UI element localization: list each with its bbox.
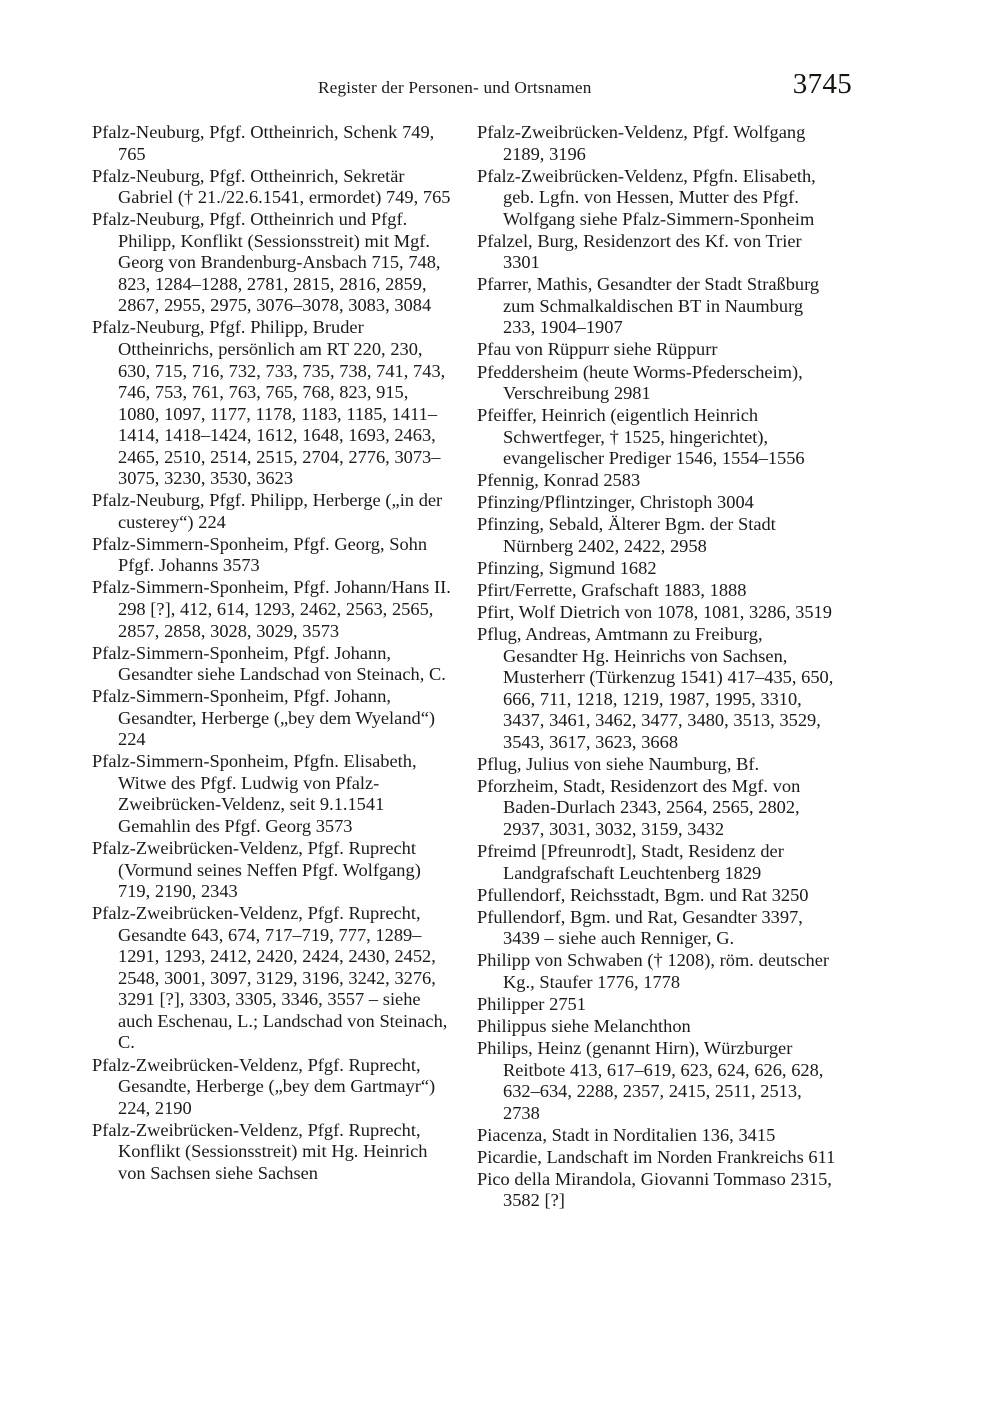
index-entry: Pfinzing/Pflintzinger, Christoph 3004 [477, 492, 754, 513]
index-entry: Pfarrer, Mathis, Gesandter der Stadt Straßburg zum Schmalkaldischen BT in Naumburg 233, 1904–1907 [477, 274, 820, 338]
index-entry: Pfau von Rüppurr siehe Rüppurr [477, 339, 718, 360]
index-entry: Pfalz-Zweibrücken-Veldenz, Pfgfn. Elisabeth, geb. Lgfn. von Hessen, Mutter des Pfgf. Wolfgang siehe Pfalz-Simmern-Sponheim [477, 165, 816, 229]
index-entry: Pfalz-Zweibrücken-Veldenz, Pfgf. Ruprecht, Gesandte, Herberge („bey dem Gartmayr“) 224, 2190 [92, 1054, 436, 1118]
index-entry: Pfeddersheim (heute Worms-Pfederscheim), Verschreibung 2981 [477, 361, 803, 404]
index-entry: Philips, Heinz (genannt Hirn), Würzburger Reitbote 413, 617–619, 623, 624, 626, 628, 632–634, 2288, 2357, 2415, 2511, 2513, 2738 [477, 1037, 824, 1123]
index-entry: Pfinzing, Sigmund 1682 [477, 557, 657, 578]
page-number: 3745 [792, 68, 852, 100]
index-entry: Pfalz-Zweibrücken-Veldenz, Pfgf. Ruprecht (Vormund seines Neffen Pfgf. Wolfgang) 719, 2190, 2343 [92, 838, 421, 902]
index-entry: Pfullendorf, Bgm. und Rat, Gesandter 3397, 3439 – siehe auch Renniger, G. [477, 906, 803, 949]
index-entry: Philippus siehe Melanchthon [477, 1015, 691, 1036]
index-entry: Pfalz-Neuburg, Pfgf. Ottheinrich, Schenk 749, 765 [92, 122, 435, 164]
index-entry: Pfalzel, Burg, Residenzort des Kf. von Trier 3301 [477, 230, 802, 273]
index-entry: Pfullendorf, Reichsstadt, Bgm. und Rat 3250 [477, 884, 809, 905]
index-entry: Pfalz-Simmern-Sponheim, Pfgf. Georg, Sohn Pfgf. Johanns 3573 [92, 533, 428, 576]
running-head [0, 68, 1004, 108]
index-entry: Piacenza, Stadt in Norditalien 136, 3415 [477, 1124, 776, 1145]
index-entry: Picardie, Landschaft im Norden Frankreichs 611 [477, 1146, 836, 1167]
index-entry: Pforzheim, Stadt, Residenzort des Mgf. von Baden-Durlach 2343, 2564, 2565, 2802, 2937, 3031, 3032, 3159, 3432 [477, 775, 801, 839]
index-entry: Pfirt, Wolf Dietrich von 1078, 1081, 3286, 3519 [477, 602, 832, 623]
index-entry: Pfalz-Simmern-Sponheim, Pfgf. Johann, Gesandter, Herberge („bey dem Wyeland“) 224 [92, 686, 436, 750]
index-entry: Pfalz-Zweibrücken-Veldenz, Pfgf. Wolfgang 2189, 3196 [477, 122, 806, 164]
index-entry: Pfalz-Zweibrücken-Veldenz, Pfgf. Ruprecht, Konflikt (Sessionsstreit) mit Hg. Heinrich von Sachsen siehe Sachsen [92, 1119, 428, 1183]
index-column-left [92, 122, 454, 1185]
index-entry: Pfinzing, Sebald, Älterer Bgm. der Stadt Nürnberg 2402, 2422, 2958 [477, 514, 776, 556]
index-entry: Pfalz-Simmern-Sponheim, Pfgf. Johann, Gesandter siehe Landschad von Steinach, C. [92, 642, 446, 685]
index-entry: Pfalz-Neuburg, Pfgf. Ottheinrich und Pfgf. Philipp, Konflikt (Sessionsstreit) mit Mgf. Georg von Brandenburg-Ansbach 715, 748, 823, 1284–1288, 2781, 2815, 2816, 2859, 2867, 2955, 2975, 3076–3078, 3083, 3084 [92, 209, 441, 316]
index-entry: Pfeiffer, Heinrich (eigentlich Heinrich Schwertfeger, † 1525, hingerichtet), evangelischer Prediger 1546, 1554–1556 [477, 405, 805, 469]
index-entry: Philipp von Schwaben († 1208), röm. deutscher Kg., Staufer 1776, 1778 [477, 950, 830, 992]
index-entry: Philipper 2751 [477, 993, 586, 1014]
index-entry: Pfalz-Simmern-Sponheim, Pfgf. Johann/Hans II. 298 [?], 412, 614, 1293, 2462, 2563, 2565, 2857, 2858, 3028, 3029, 3573 [92, 577, 451, 641]
index-entry: Pfirt/Ferrette, Grafschaft 1883, 1888 [477, 579, 747, 600]
index-entry: Pico della Mirandola, Giovanni Tommaso 2315, 3582 [?] [477, 1168, 832, 1211]
index-entry: Pfreimd [Pfreunrodt], Stadt, Residenz der Landgrafschaft Leuchtenberg 1829 [477, 841, 784, 883]
index-entry: Pfalz-Neuburg, Pfgf. Ottheinrich, Sekretär Gabriel († 21./22.6.1541, ermordet) 749, 765 [92, 165, 451, 208]
index-entry: Pflug, Andreas, Amtmann zu Freiburg, Gesandter Hg. Heinrichs von Sachsen, Musterherr (Türkenzug 1541) 417–435, 650, 666, 711, 1218, 1219, 1987, 1995, 3310, 3437, 3461, 3462, 3477, 3480, 3513, 3529, 3543, 3617, 3623, 3668 [477, 624, 834, 752]
index-entry: Pfalz-Neuburg, Pfgf. Philipp, Bruder Ottheinrichs, persönlich am RT 220, 230, 630, 715, 716, 732, 733, 735, 738, 741, 743, 746, 753, 761, 763, 765, 768, 823, 915, 1080, 1097, 1177, 1178, 1183, 1185, 1411–1414, 1418–1424, 1612, 1648, 1693, 2463, 2465, 2510, 2514, 2515, 2704, 2776, 3073–3075, 3230, 3530, 3623 [92, 317, 446, 489]
index-entry: Pfennig, Konrad 2583 [477, 470, 641, 491]
index-entry: Pfalz-Simmern-Sponheim, Pfgfn. Elisabeth, Witwe des Pfgf. Ludwig von Pfalz-Zweibrücken-Veldenz, seit 9.1.1541 Gemahlin des Pfgf. Georg 3573 [92, 751, 417, 836]
running-head-title: Register der Personen- und Ortsnamen [318, 78, 592, 97]
index-entry: Pfalz-Neuburg, Pfgf. Philipp, Herberge („in der custerey“) 224 [92, 490, 443, 532]
index-column-right [477, 122, 839, 1212]
index-entry: Pfalz-Zweibrücken-Veldenz, Pfgf. Ruprecht, Gesandte 643, 674, 717–719, 777, 1289–1291, 1293, 2412, 2420, 2424, 2430, 2452, 2548, 3001, 3097, 3129, 3196, 3242, 3276, 3291 [?], 3303, 3305, 3346, 3557 – siehe auch Eschenau, L.; Landschad von Steinach, C. [92, 903, 448, 1053]
index-entry: Pflug, Julius von siehe Naumburg, Bf. [477, 753, 760, 774]
